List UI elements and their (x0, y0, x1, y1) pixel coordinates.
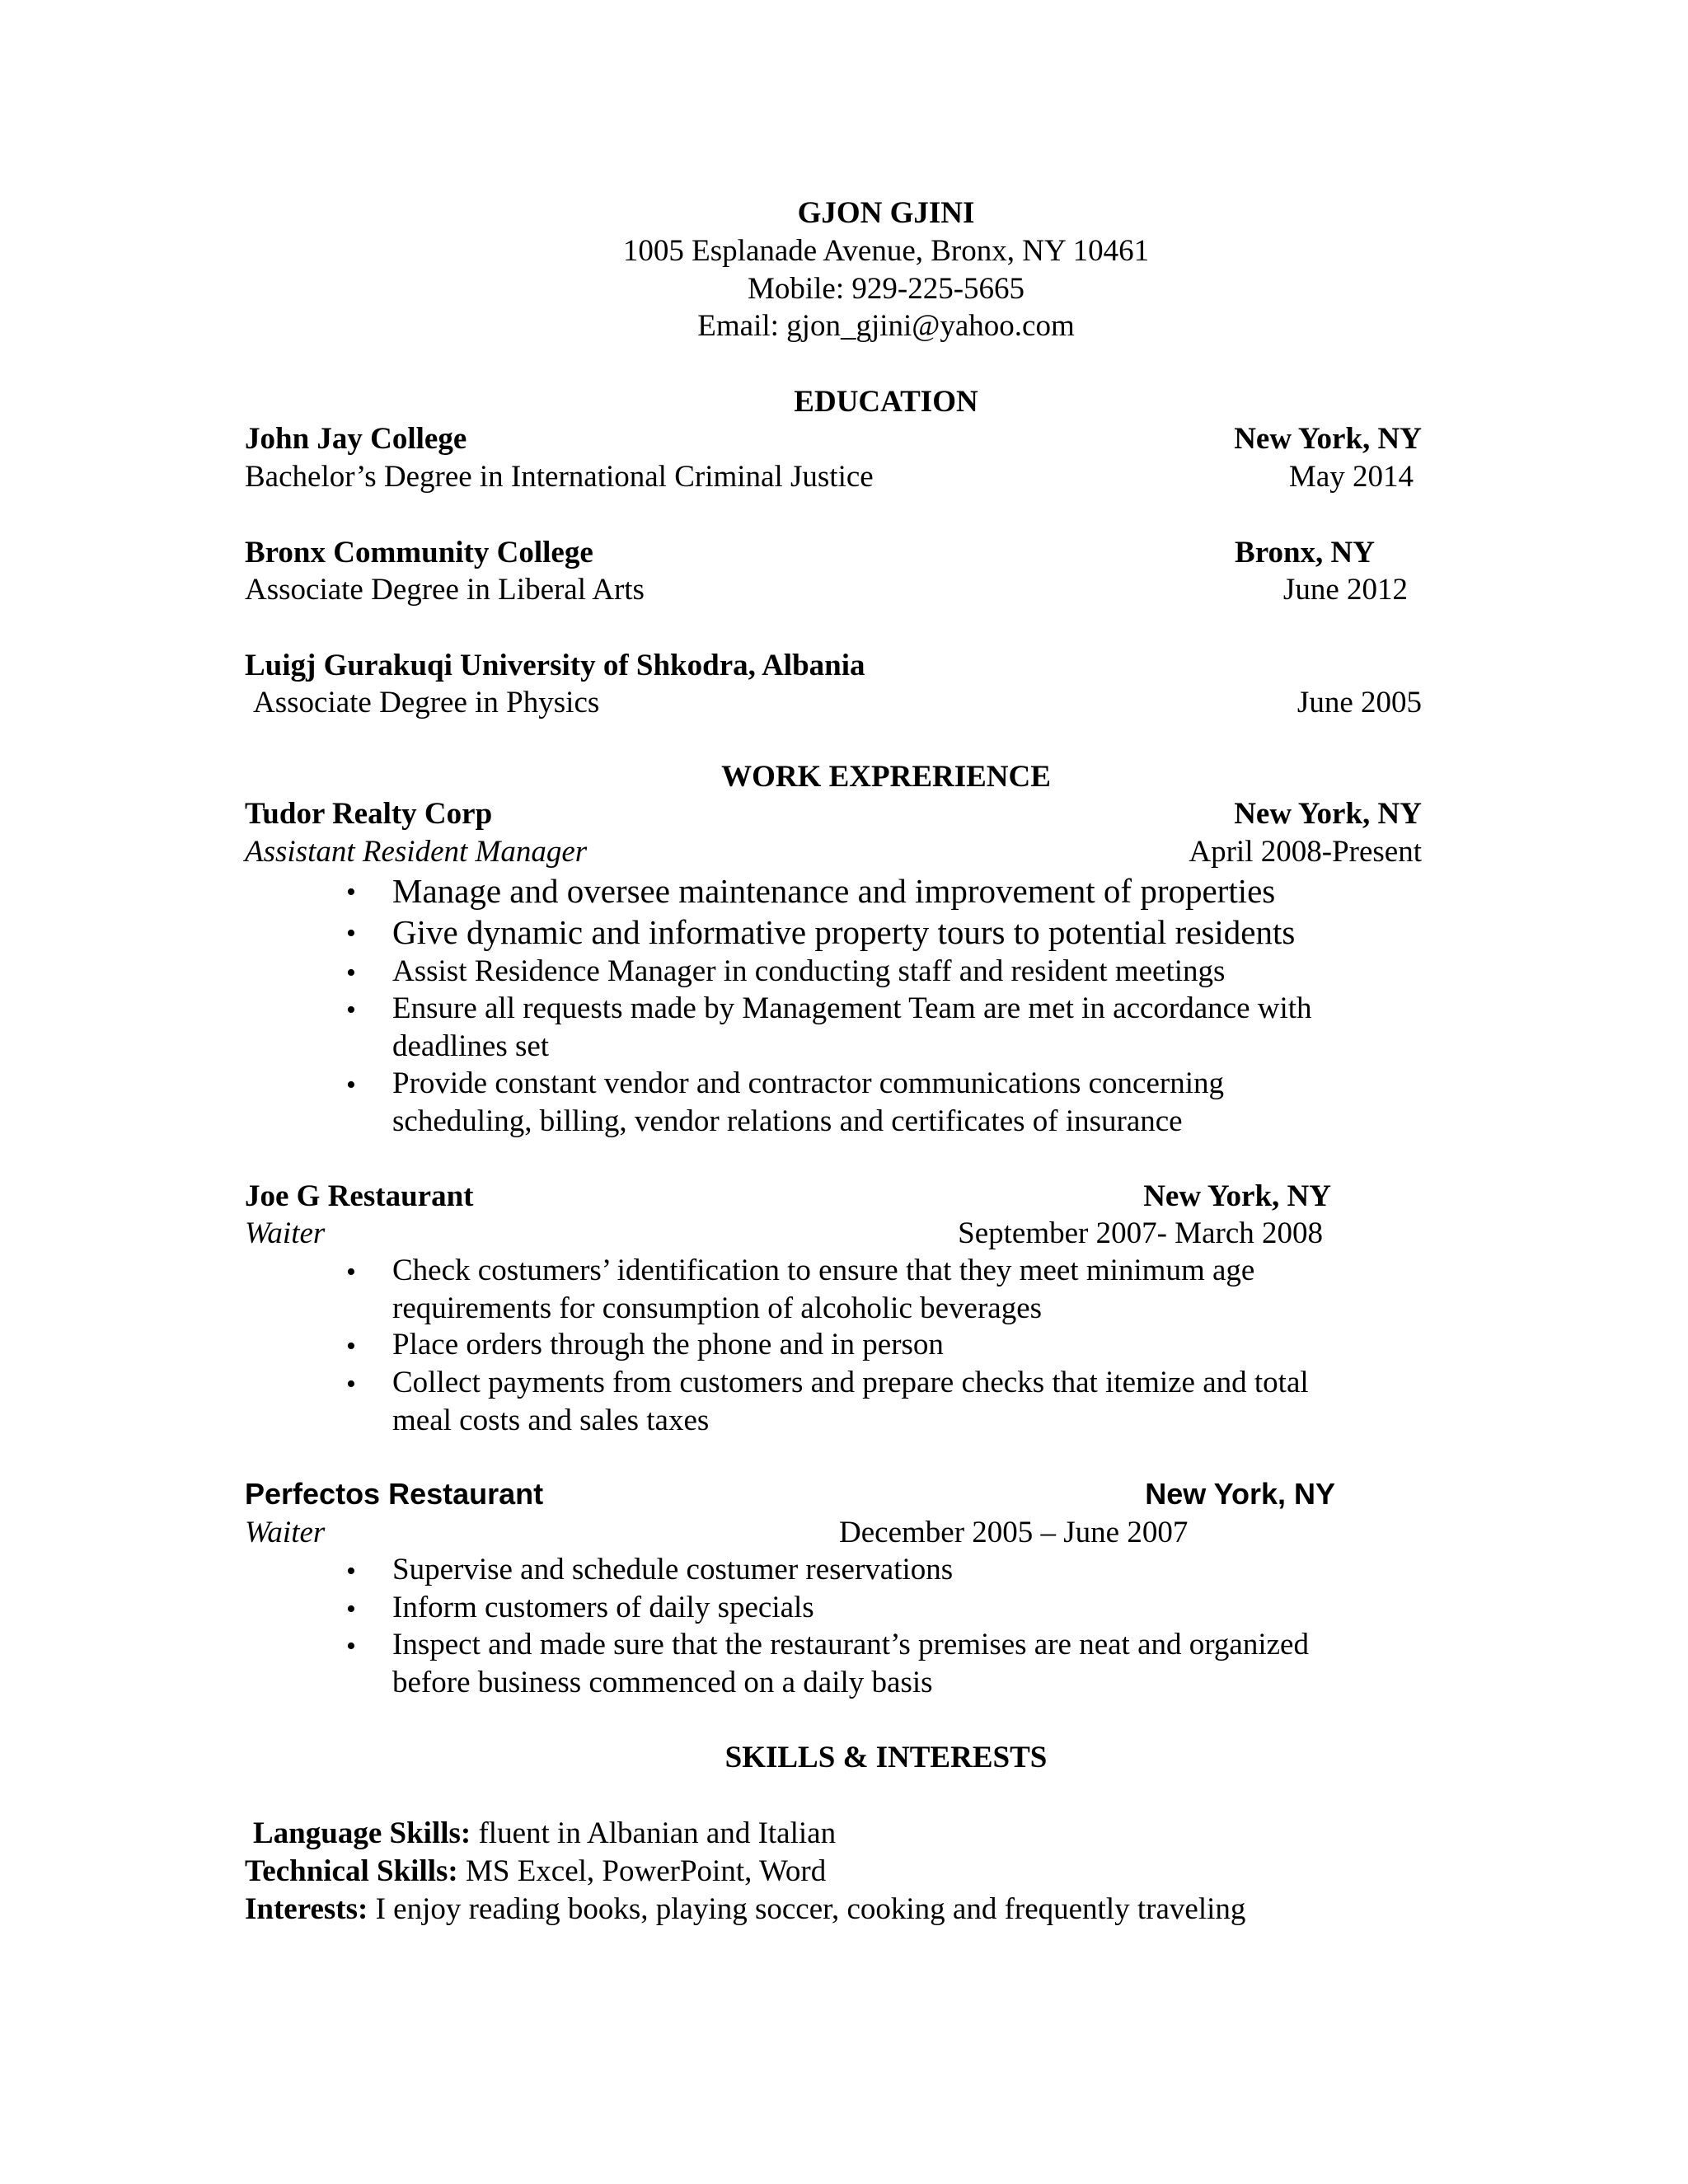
email: Email: gjon_gjini@yahoo.com (697, 309, 1075, 343)
bullet-icon: • (346, 1257, 356, 1287)
education-school: Luigj Gurakuqi University of Shkodra, Albania (245, 649, 865, 682)
job-dates: December 2005 – June 2007 (839, 1516, 1189, 1549)
education-school: Bronx Community College (245, 536, 593, 569)
job-bullet: Provide constant vendor and contractor communications concerning (392, 1066, 1224, 1100)
education-degree: Associate Degree in Liberal Arts (245, 573, 645, 607)
job-bullet: Give dynamic and informative property tours to potential residents (392, 913, 1296, 951)
education-heading: EDUCATION (794, 385, 978, 419)
job-bullet: Inspect and made sure that the restaurant’s premises are neat and organized (392, 1628, 1309, 1661)
job-title: Waiter (245, 1216, 326, 1250)
job-bullet-continued: requirements for consumption of alcoholic beverages (392, 1291, 1043, 1325)
skills-heading: SKILLS & INTERESTS (724, 1741, 1048, 1774)
bullet-icon: • (346, 958, 356, 988)
job-bullet: Inform customers of daily specials (392, 1591, 814, 1624)
job-title: Waiter (245, 1516, 326, 1549)
job-location: New York, NY (1143, 1179, 1331, 1213)
bullet-icon: • (346, 995, 356, 1025)
bullet-icon: • (346, 877, 356, 907)
education-degree: Bachelor’s Degree in International Criminal Justice (245, 460, 874, 494)
education-school: John Jay College (245, 422, 467, 456)
education-date: May 2014 (1288, 460, 1414, 494)
job-company: Perfectos Restaurant (245, 1477, 544, 1511)
job-location: New York, NY (1145, 1477, 1335, 1511)
job-bullet: Check costumers’ identification to ensure that they meet minimum age (392, 1254, 1255, 1287)
job-bullet: Place orders through the phone and in person (392, 1328, 944, 1361)
resume-name: GJON GJINI (797, 196, 975, 230)
job-bullet: Manage and oversee maintenance and improvement of properties (392, 872, 1276, 910)
work-heading: WORK EXPRERIENCE (721, 760, 1051, 794)
interests-value: I enjoy reading books, playing soccer, cooking and frequently traveling (368, 1892, 1246, 1926)
bullet-icon: • (346, 1631, 356, 1661)
interests-line (245, 1891, 1245, 1929)
bullet-icon: • (346, 918, 356, 949)
bullet-icon: • (346, 1070, 356, 1100)
interests-label: Interests: (245, 1892, 368, 1926)
bullet-icon: • (346, 1594, 356, 1624)
job-title: Assistant Resident Manager (245, 835, 588, 869)
bullet-icon: • (346, 1331, 356, 1361)
job-location: New York, NY (1234, 797, 1422, 831)
education-date: June 2005 (1296, 686, 1422, 719)
technical-skills-value: MS Excel, PowerPoint, Word (457, 1854, 827, 1888)
technical-skills-label: Technical Skills: (245, 1854, 458, 1888)
language-skills-label: Language Skills: (253, 1816, 471, 1850)
job-bullet-continued: before business commenced on a daily basis (392, 1666, 933, 1699)
job-bullet: Supervise and schedule costumer reservations (392, 1553, 954, 1586)
technical-skills-line (245, 1853, 826, 1891)
job-bullet-continued: deadlines set (392, 1029, 550, 1063)
job-bullet-continued: meal costs and sales taxes (392, 1404, 710, 1437)
language-skills-value: fluent in Albanian and Italian (471, 1816, 837, 1850)
education-degree: Associate Degree in Physics (253, 686, 600, 719)
address: 1005 Esplanade Avenue, Bronx, NY 10461 (622, 234, 1150, 268)
education-location: New York, NY (1234, 422, 1422, 456)
job-bullet: Ensure all requests made by Management Team are met in accordance with (392, 991, 1312, 1025)
language-skills-line (253, 1815, 836, 1853)
job-bullet: Collect payments from customers and prepare checks that itemize and total (392, 1366, 1309, 1399)
bullet-icon: • (346, 1556, 356, 1586)
bullet-icon: • (346, 1369, 356, 1399)
mobile: Mobile: 929-225-5665 (747, 272, 1025, 306)
education-date: June 2012 (1282, 573, 1408, 607)
job-company: Joe G Restaurant (245, 1179, 474, 1213)
job-dates: April 2008-Present (1189, 835, 1422, 869)
job-bullet-continued: scheduling, billing, vendor relations and certificates of insurance (392, 1104, 1183, 1138)
job-bullet: Assist Residence Manager in conducting staff and resident meetings (392, 954, 1226, 988)
education-location: Bronx, NY (1235, 536, 1375, 569)
job-dates: September 2007- March 2008 (958, 1216, 1323, 1250)
job-company: Tudor Realty Corp (245, 797, 493, 831)
